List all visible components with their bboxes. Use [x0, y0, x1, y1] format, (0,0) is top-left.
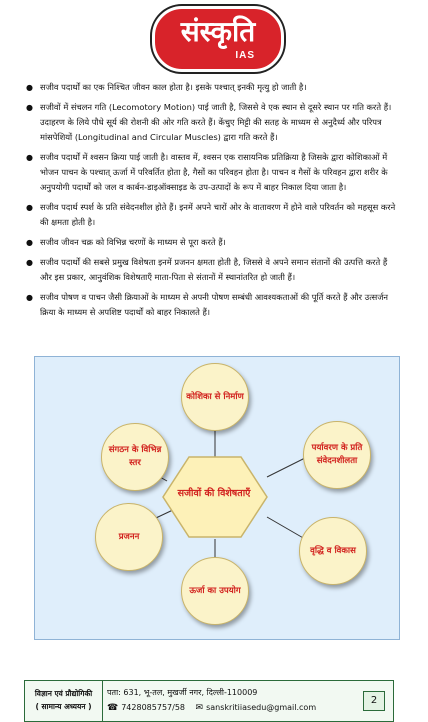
characteristics-list	[26, 80, 398, 325]
footer-subject-title: विज्ञान एवं प्रौद्योगिकी	[34, 689, 93, 698]
list-item: ● सजीव पदार्थ स्पर्श के प्रति संवेदनशील होते हैं। इनमें अपने चारों ओर के वातावरण में होने वाले परिवर्तन को महसूस करने की क्षमता होती है।	[26, 200, 398, 230]
list-item: ● सजीव जीवन चक्र को विभिन्न चरणों के माध्यम से पूरा करते हैं।	[26, 235, 398, 250]
phone-icon: ☎	[107, 703, 119, 713]
node-environment-sensitivity: पर्यावरण के प्रति संवेदनशीलता	[303, 421, 371, 489]
center-label: सजीवों की विशेषताएँ	[177, 488, 251, 499]
mail-icon: ✉	[195, 703, 204, 713]
list-item: ● सजीव पदार्थों की सबसे प्रमुख विशेषता इनमें प्रजनन क्षमता होती है, जिससे वे अपने समान संतानों की उत्पत्ति करते हैं और इस प्रकार, आनुवंशिक विशेषताएँ माता-पिता से संतानों में स्थानांतरित हो जाती हैं।	[26, 255, 398, 285]
footer-contact-line	[107, 700, 357, 716]
footer-address: पता: 631, भू-तल, मुखर्जी नगर, दिल्ली-110009	[107, 688, 258, 697]
list-item: ● सजीव पदार्थों का एक निश्चित जीवन काल होता है। इसके पश्चात् इनकी मृत्यु हो जाती है।	[26, 80, 398, 95]
node-energy-use: ऊर्जा का उपयोग	[181, 557, 249, 625]
footer-phone: 7428085757/58	[121, 703, 185, 712]
footer-subject	[25, 681, 103, 721]
node-reproduction: प्रजनन	[95, 503, 163, 571]
characteristics-diagram	[34, 356, 400, 640]
page-number: 2	[363, 691, 385, 711]
list-item: ● सजीवों में संचलन गति (Lecomotory Motion) पाई जाती है, जिससे वे एक स्थान से दूसरे स्थान पर गति करते हैं। उदाहरण के लिये पौधे सूर्य की रोशनी की ओर गति करते हैं। केंचुए मिट्टी की सतह के माध्यम से अनुदैर्ध्य और परिपत्र मांसपेशियों (Longitudinal and Circular Muscles) द्वारा गति करते हैं।	[26, 100, 398, 145]
node-organization-levels: संगठन के विभिन्न स्तर	[101, 423, 169, 491]
node-growth-development: वृद्धि व विकास	[299, 517, 367, 585]
node-cell-formation: कोशिका से निर्माण	[181, 363, 249, 431]
footer-contact	[107, 685, 357, 716]
page-footer	[24, 680, 394, 722]
footer-email: sanskritiiasedu@gmail.com	[206, 703, 317, 712]
list-item: ● सजीव पोषण व पाचन जैसी क्रियाओं के माध्यम से अपनी पोषण सम्बंधी आवश्यकताओं की पूर्ति करते हैं और उत्सर्जन क्रिया के माध्यम से अपशिष्ट पदार्थों को बाहर निकालते हैं।	[26, 290, 398, 320]
sanskriti-logo	[152, 6, 284, 72]
logo-subtitle: IAS	[235, 50, 255, 61]
list-item: ● सजीव पदार्थों में श्वसन क्रिया पाई जाती है। वास्तव में, श्वसन एक रासायनिक प्रतिक्रिया है जिसके द्वारा कोशिकाओं में भोजन पाचन के पश्चात् ऊर्जा में परिवर्तित होता है, गैसों का परिवहन होता है। पाचन व गैसों के परिवहन द्वारा शरीर के अनुपयोगी पदार्थों को जल व कार्बन-डाइऑक्साइड के उप-उत्पादों के रूप में बाहर निकाल दिया जाता है।	[26, 150, 398, 195]
logo-title: संस्कृति	[180, 15, 256, 48]
footer-subject-subtitle: ( सामान्य अध्ययन )	[35, 702, 92, 711]
